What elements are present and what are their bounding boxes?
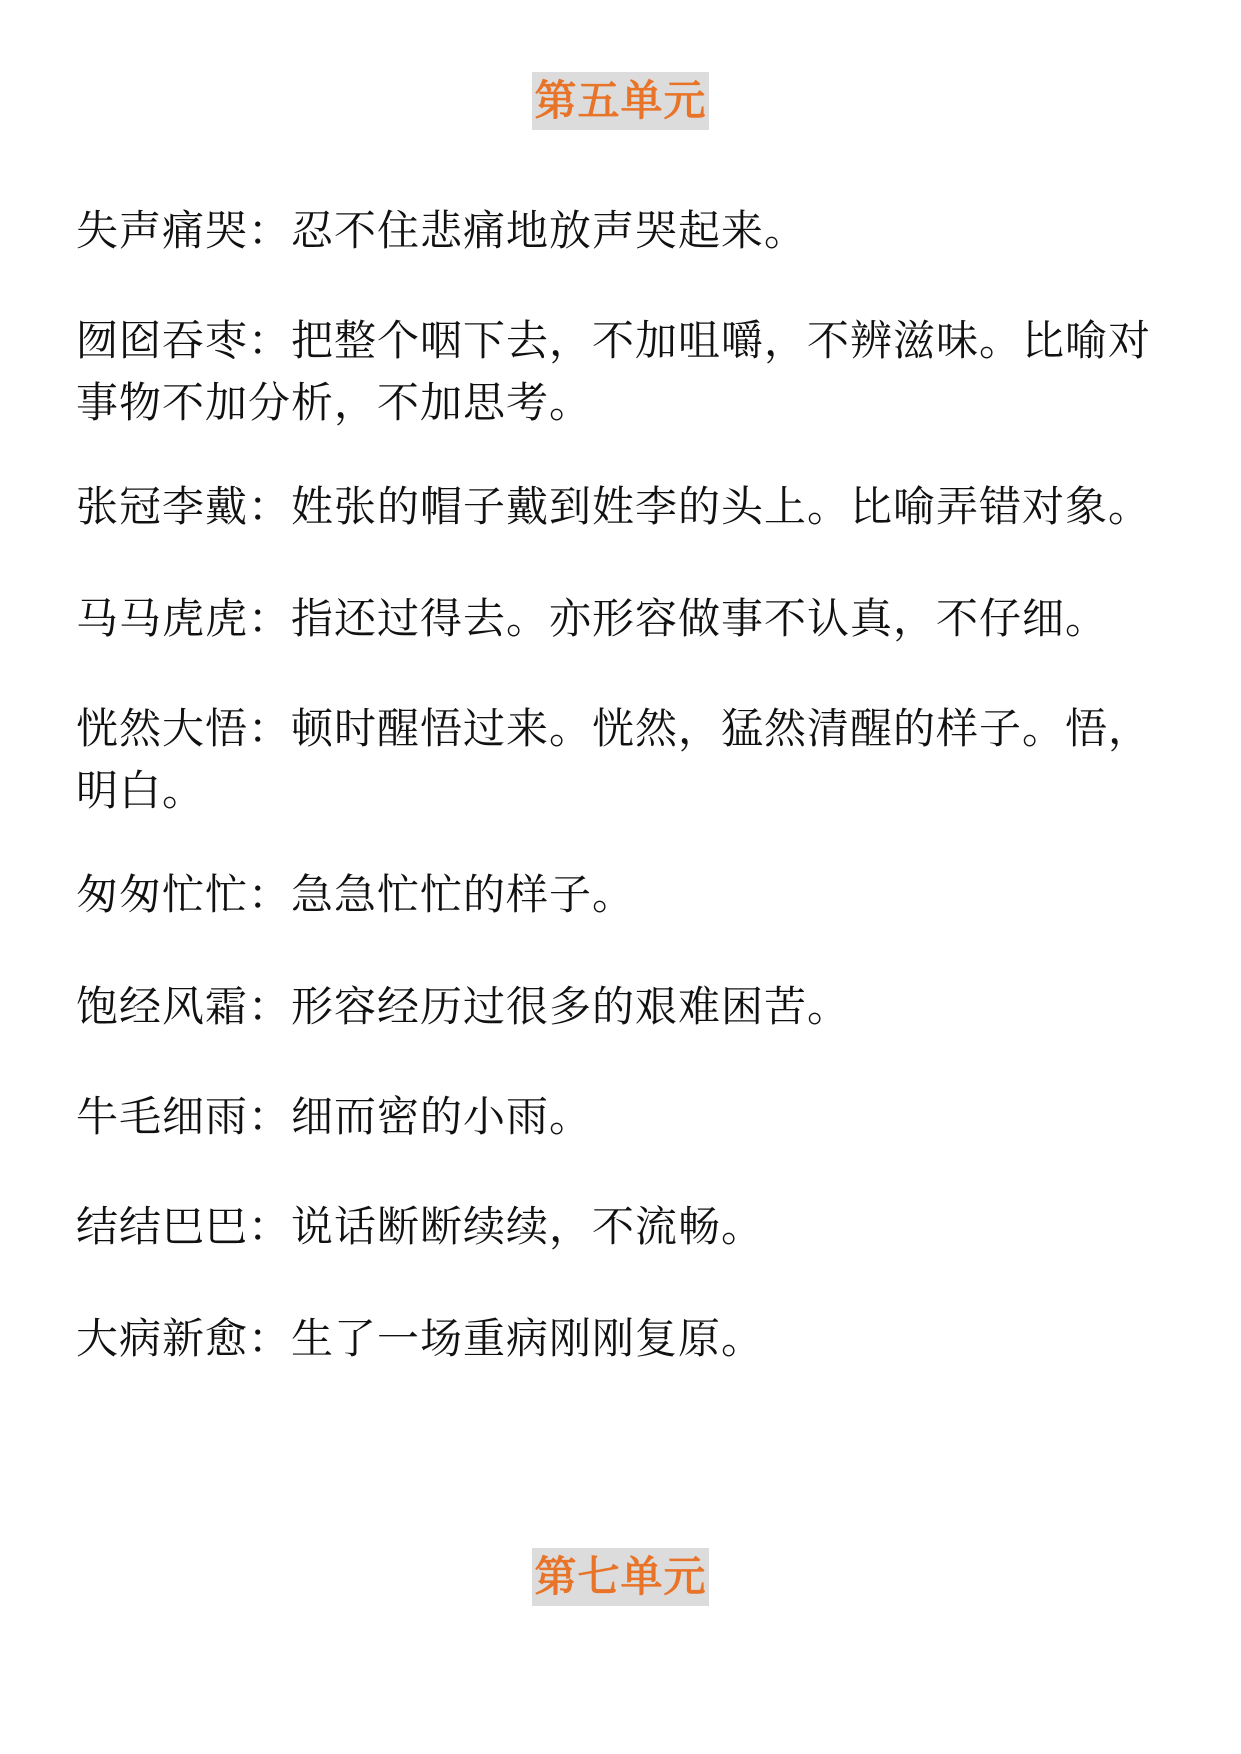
idiom-entry	[76, 310, 1176, 434]
idiom-definition: 急急忙忙的样子。	[291, 870, 636, 919]
idiom-term: 匆匆忙忙	[76, 870, 249, 919]
idiom-entry	[76, 976, 1176, 1038]
idiom-definition: 生了一场重病刚刚复原。	[291, 1314, 765, 1363]
term-separator: ：	[248, 1314, 292, 1363]
idiom-term: 结结巴巴	[76, 1202, 249, 1251]
idiom-term: 失声痛哭	[76, 206, 249, 255]
idiom-term: 张冠李戴	[76, 482, 249, 531]
term-separator: ：	[248, 982, 292, 1031]
term-separator: ：	[248, 870, 292, 919]
idiom-definition: 顿时醒悟过来。恍然，猛然清醒的样子。悟，明白。	[76, 704, 1152, 815]
term-separator: ：	[248, 482, 292, 531]
term-separator: ：	[248, 206, 292, 255]
term-separator: ：	[248, 1092, 292, 1141]
idiom-entry	[76, 1196, 1176, 1258]
idiom-definition: 指还过得去。亦形容做事不认真，不仔细。	[291, 594, 1109, 643]
idiom-entry	[76, 476, 1176, 538]
idiom-definition: 形容经历过很多的艰难困苦。	[291, 982, 851, 1031]
idiom-entry	[76, 698, 1176, 822]
term-separator: ：	[248, 704, 292, 753]
idiom-entry	[76, 200, 1176, 262]
idiom-term: 牛毛细雨	[76, 1092, 249, 1141]
unit-heading-7	[0, 1548, 1241, 1606]
idiom-definition: 细而密的小雨。	[291, 1092, 593, 1141]
idiom-term: 马马虎虎	[76, 594, 249, 643]
unit-heading-5	[0, 72, 1241, 130]
idiom-term: 饱经风霜	[76, 982, 249, 1031]
idiom-definition: 说话断断续续，不流畅。	[291, 1202, 765, 1251]
idiom-term: 囫囵吞枣	[76, 316, 249, 365]
term-separator: ：	[248, 594, 292, 643]
idiom-entry	[76, 1086, 1176, 1148]
term-separator: ：	[248, 1202, 292, 1251]
idiom-entry	[76, 588, 1176, 650]
idiom-entry	[76, 1308, 1176, 1370]
idiom-term: 大病新愈	[76, 1314, 249, 1363]
idiom-entry	[76, 864, 1176, 926]
term-separator: ：	[248, 316, 292, 365]
idiom-definition: 忍不住悲痛地放声哭起来。	[291, 206, 808, 255]
idiom-term: 恍然大悟	[76, 704, 249, 753]
unit-heading-5-text: 第五单元	[532, 72, 708, 130]
unit-heading-7-text: 第七单元	[532, 1548, 708, 1606]
idiom-definition: 姓张的帽子戴到姓李的头上。比喻弄错对象。	[291, 482, 1152, 531]
idiom-definition: 把整个咽下去，不加咀嚼，不辨滋味。比喻对事物不加分析，不加思考。	[76, 316, 1152, 427]
